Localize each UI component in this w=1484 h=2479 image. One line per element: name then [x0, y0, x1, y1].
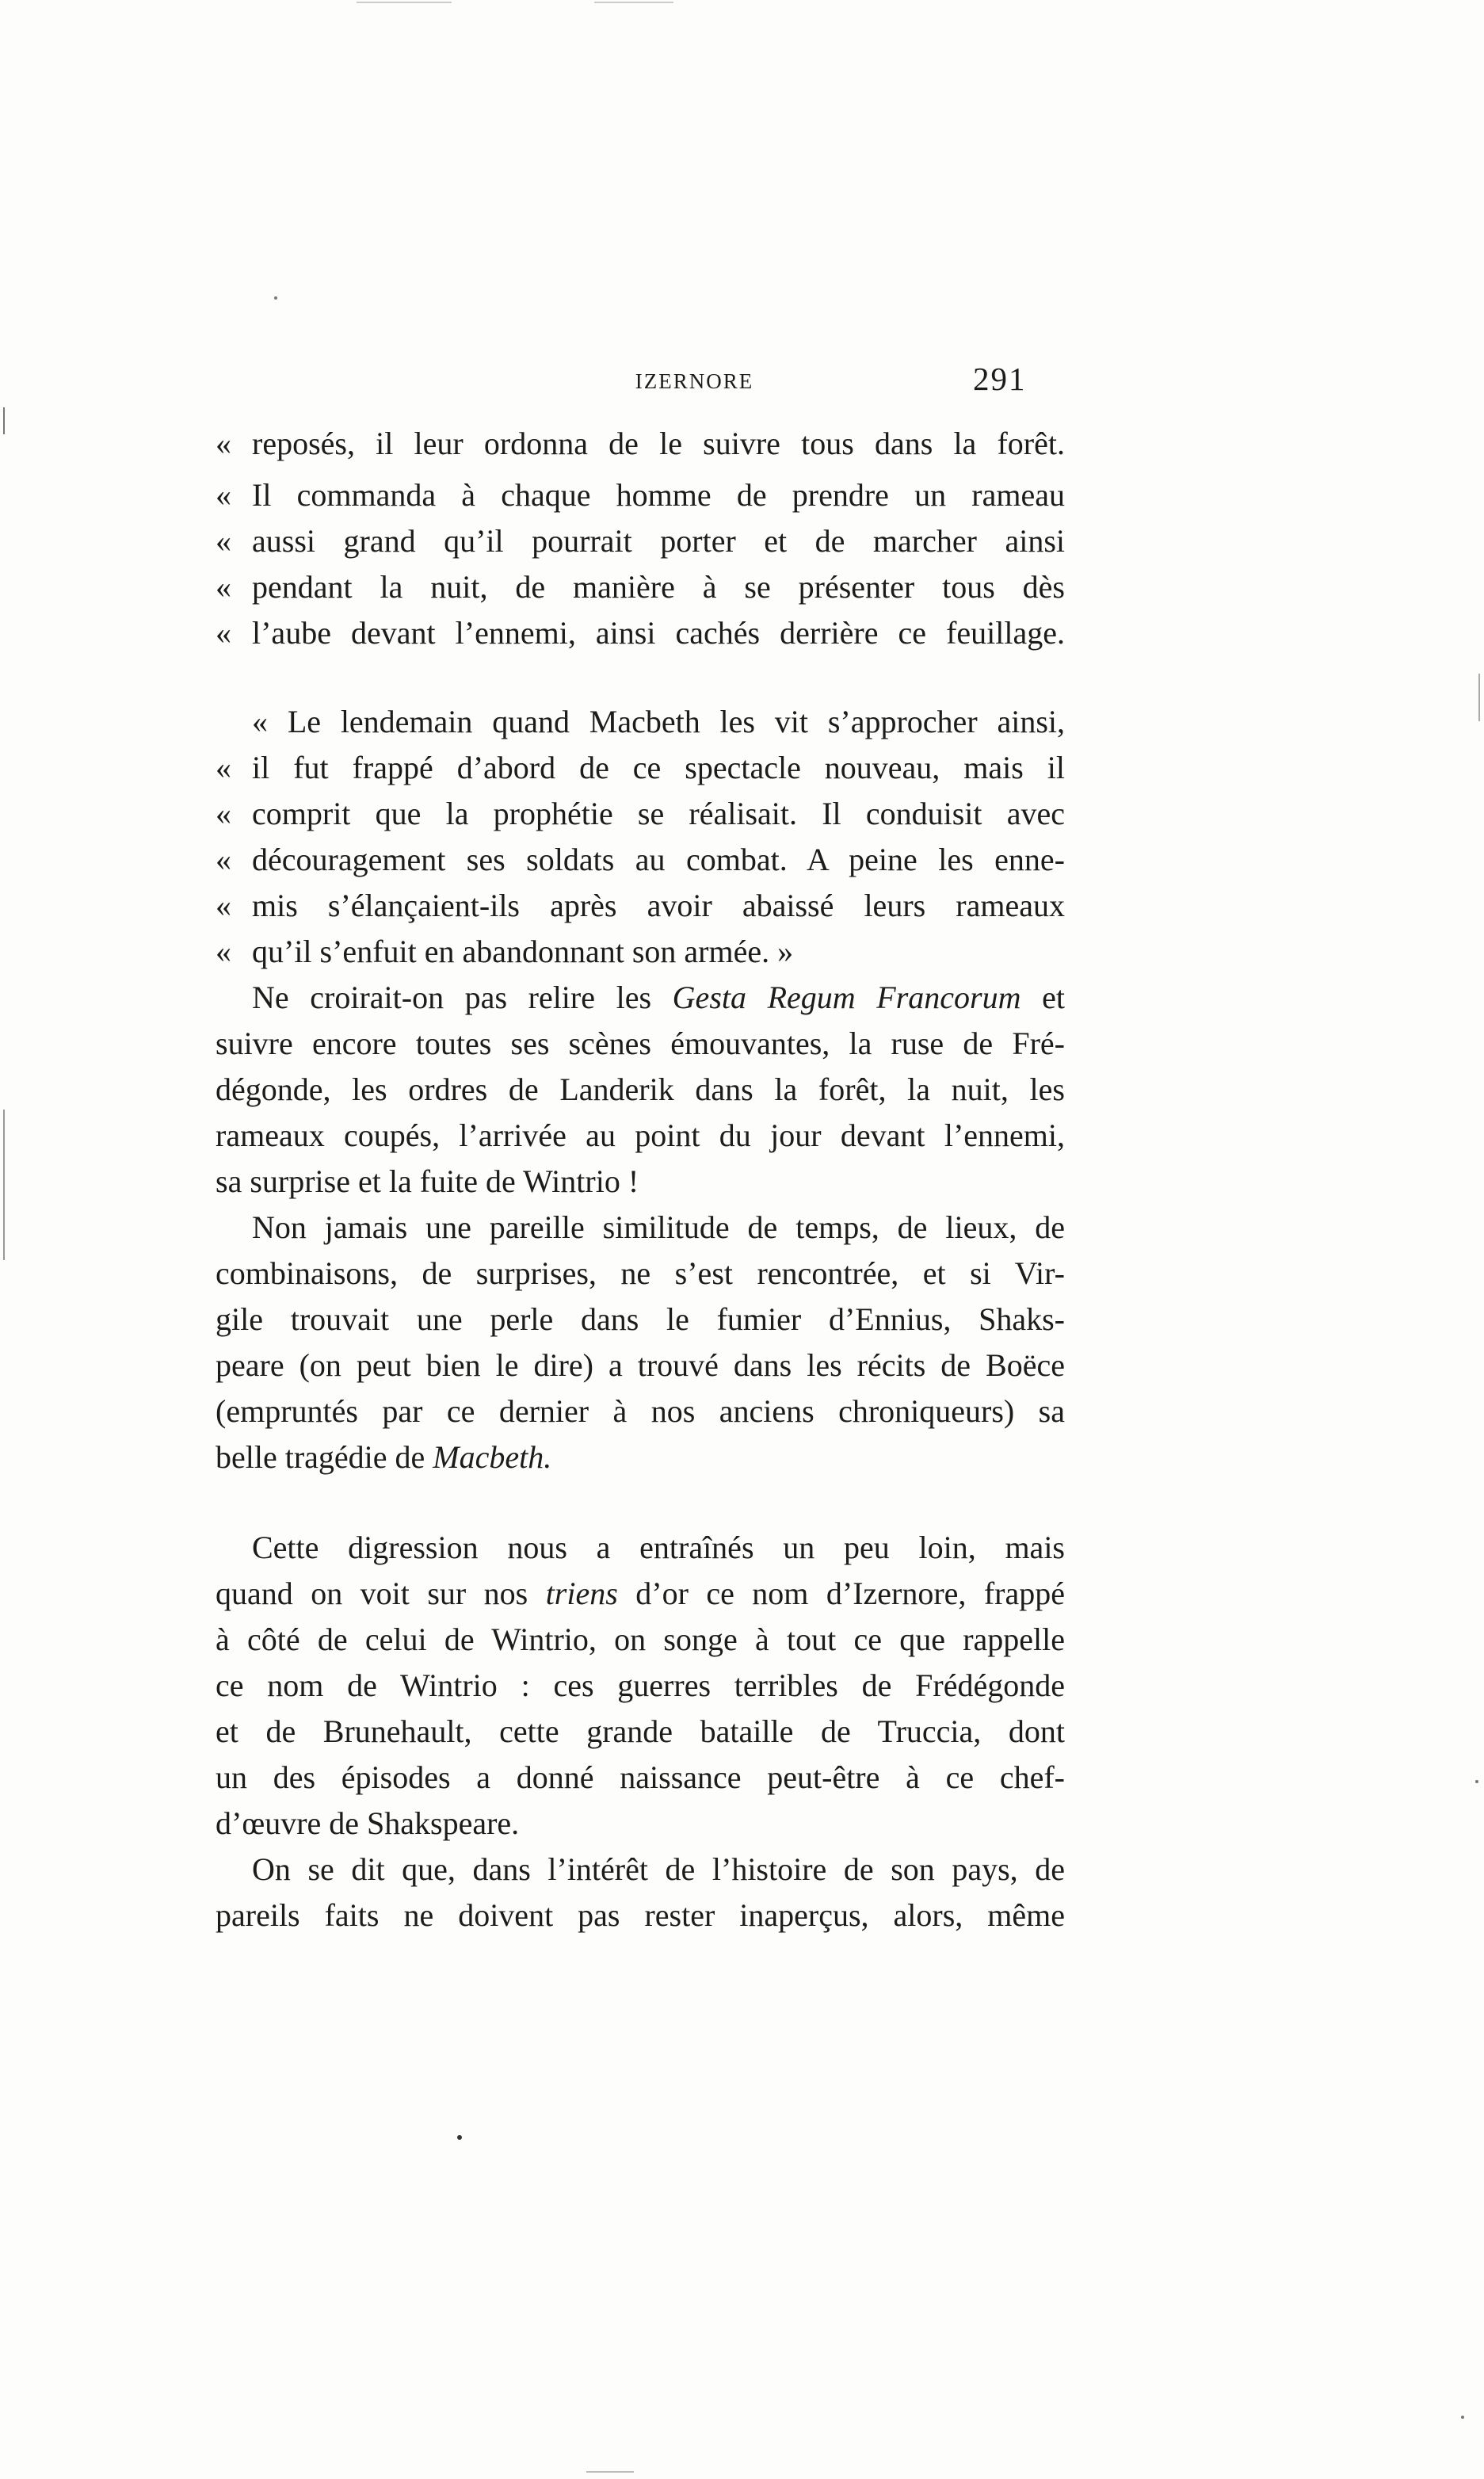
italic-word: triens — [545, 1576, 618, 1611]
scan-speck — [274, 296, 277, 300]
line-text: et de Brunehault, cette grande bataille de Truccia, dont — [216, 1713, 1065, 1749]
line-text: il fut frappé d’abord de ce spectacle nouveau, mais il — [252, 750, 1065, 785]
italic-title: Gesta Regum Francorum — [672, 980, 1021, 1015]
scan-speck — [1475, 1780, 1478, 1783]
line-text: un des épisodes a donné naissance peut-être à ce chef- — [216, 1759, 1065, 1795]
quote-mark: « — [216, 842, 231, 877]
line-text: dégonde, les ordres de Landerik dans la forêt, la nuit, les — [216, 1071, 1065, 1107]
line-text: aussi grand qu’il pourrait porter et de marcher ainsi — [252, 523, 1065, 559]
line-text: peare (on peut bien le dire) a trouvé dans les récits de Boëce — [216, 1347, 1065, 1383]
text-line — [216, 1022, 1065, 1066]
line-text: sa surprise et la fuite de Wintrio ! — [216, 1163, 639, 1199]
quote-mark: « — [216, 934, 231, 969]
text-line — [252, 1205, 1065, 1250]
scan-speck — [457, 2135, 462, 2140]
quote-mark: « — [216, 477, 231, 513]
text-line — [216, 1251, 1065, 1296]
line-text: Cette digression nous a entraînés un peu loin, mais — [252, 1530, 1065, 1565]
text-line — [216, 565, 1065, 609]
text-line — [216, 930, 1065, 974]
text-line — [216, 1159, 1065, 1204]
line-text: suivre encore toutes ses scènes émouvantes, la ruse de Fré- — [216, 1026, 1065, 1061]
text-line — [216, 884, 1065, 928]
text-line — [216, 1297, 1065, 1342]
line-text: (empruntés par ce dernier à nos anciens chroniqueurs) sa — [216, 1393, 1065, 1429]
edge-mark — [594, 2, 673, 3]
line-text: combinaisons, de surprises, ne s’est rencontrée, et si Vir- — [216, 1255, 1065, 1291]
line-text: découragement ses soldats au combat. A peine les enne- — [252, 842, 1065, 877]
text-line — [216, 746, 1065, 790]
text-line — [216, 1113, 1065, 1158]
line-text: « Le lendemain quand Macbeth les vit s’approcher ainsi, — [252, 704, 1065, 739]
quote-mark: « — [216, 426, 231, 461]
text-line — [216, 1663, 1065, 1708]
edge-mark — [586, 2471, 634, 2473]
line-text: belle tragédie de — [216, 1439, 433, 1475]
quote-mark: « — [216, 615, 231, 651]
text-line — [216, 422, 1065, 466]
line-text: rameaux coupés, l’arrivée au point du jour devant l’ennemi, — [216, 1117, 1065, 1153]
text-line — [252, 976, 1065, 1020]
line-text: pendant la nuit, de manière à se présenter tous dès — [252, 569, 1065, 605]
text-line — [216, 1343, 1065, 1388]
text-line — [216, 473, 1065, 518]
italic-title: Macbeth. — [433, 1439, 552, 1475]
quote-mark: « — [216, 750, 231, 785]
text-line — [216, 1068, 1065, 1112]
text-line — [252, 1847, 1065, 1892]
scan-speck — [1461, 2416, 1464, 2419]
line-text: quand on voit sur nos — [216, 1576, 546, 1611]
quote-mark: « — [216, 888, 231, 923]
line-text: qu’il s’enfuit en abandonnant son armée. » — [252, 934, 794, 969]
text-line — [216, 1618, 1065, 1662]
line-text: comprit que la prophétie se réalisait. Il conduisit avec — [252, 796, 1065, 831]
line-text: Ne croirait-on pas relire les — [252, 980, 673, 1015]
line-text: à côté de celui de Wintrio, on songe à tout ce que rappelle — [216, 1621, 1065, 1657]
edge-mark — [357, 2, 452, 3]
margin-mark — [3, 1110, 5, 1260]
text-line — [216, 1801, 1065, 1846]
text-line — [216, 1389, 1065, 1434]
text-line — [216, 1893, 1065, 1938]
text-line — [252, 1526, 1065, 1570]
quote-mark: « — [216, 569, 231, 605]
margin-mark — [3, 407, 5, 434]
margin-mark — [1478, 674, 1480, 721]
text-line — [216, 519, 1065, 563]
text-line — [216, 1709, 1065, 1754]
line-text: d’œuvre de Shakspeare. — [216, 1805, 520, 1841]
line-text: reposés, il leur ordonna de le suivre tous dans la forêt. — [252, 426, 1065, 461]
line-text: mis s’élançaient-ils après avoir abaissé leurs rameaux — [252, 888, 1065, 923]
line-text: ce nom de Wintrio : ces guerres terribles de Frédégonde — [216, 1667, 1065, 1703]
text-line — [216, 838, 1065, 882]
line-text: pareils faits ne doivent pas rester inaperçus, alors, même — [216, 1897, 1065, 1933]
quote-mark: « — [216, 796, 231, 831]
line-text: Il commanda à chaque homme de prendre un rameau — [252, 477, 1065, 513]
text-line — [216, 611, 1065, 655]
text-line — [216, 1572, 1065, 1616]
page-number: 291 — [973, 361, 1027, 397]
line-text: et — [1020, 980, 1065, 1015]
running-title: IZERNORE — [635, 369, 754, 393]
line-text: d’or ce nom d’Izernore, frappé — [617, 1576, 1066, 1611]
line-text: gile trouvait une perle dans le fumier d’Ennius, Shaks- — [216, 1301, 1065, 1337]
line-text: On se dit que, dans l’intérêt de l’histoire de son pays, de — [252, 1851, 1065, 1887]
text-line — [216, 1755, 1065, 1800]
text-line — [216, 792, 1065, 836]
text-line — [216, 1435, 1065, 1480]
line-text: Non jamais une pareille similitude de temps, de lieux, de — [252, 1209, 1065, 1245]
quote-mark: « — [216, 523, 231, 559]
line-text: l’aube devant l’ennemi, ainsi cachés derrière ce feuillage. — [252, 615, 1065, 651]
text-line — [252, 700, 1065, 744]
